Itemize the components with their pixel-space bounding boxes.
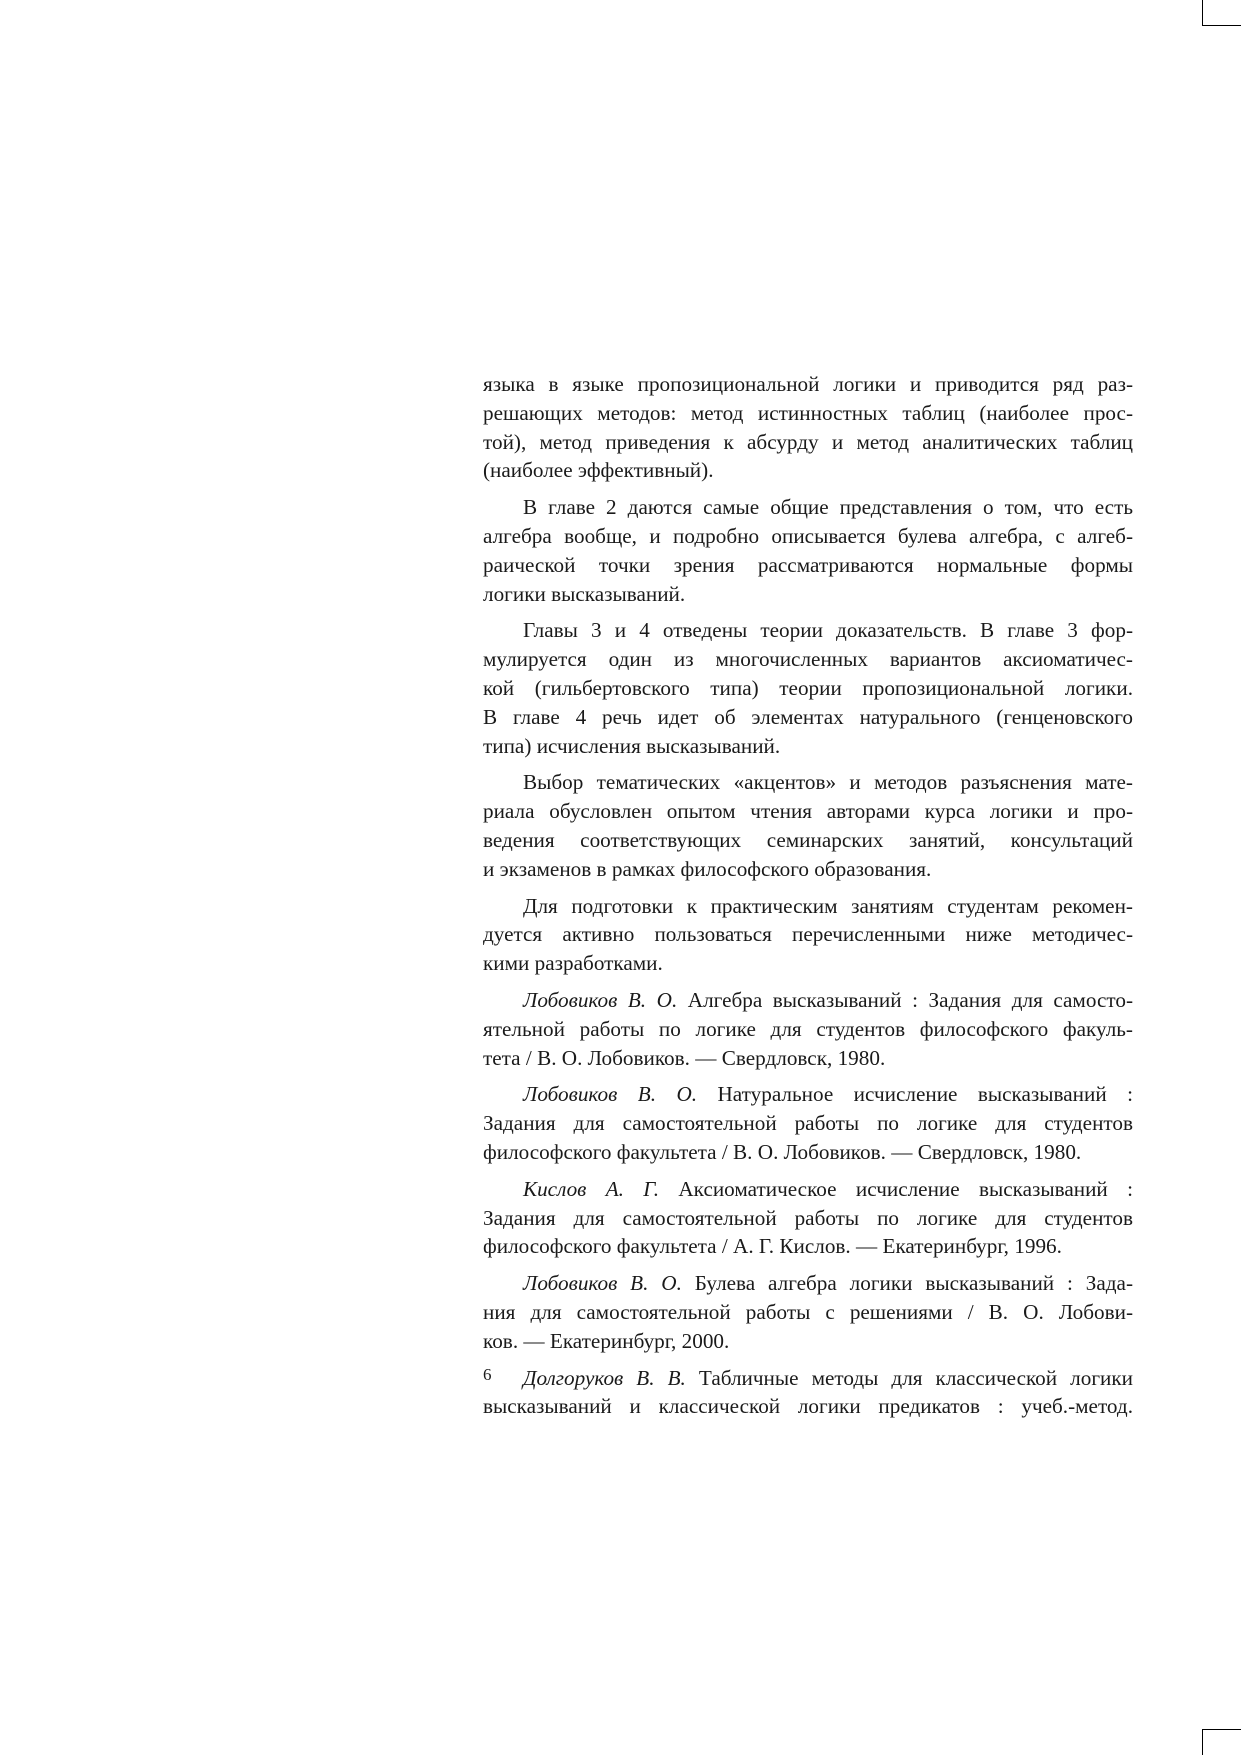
text-line: философского факультета / А. Г. Кислов. — Екатеринбург, 1996. [483,1234,1062,1259]
text-line: раической точки зрения рассматриваются нормальные формы [483,552,1133,577]
text-line: типа) исчисления высказываний. [483,733,781,758]
reference-first-line [483,1364,1133,1393]
text-line: кими разработками. [483,951,663,976]
paragraph-chapter-2 [483,493,1133,608]
reference-4 [483,1269,1133,1355]
reference-1 [483,986,1133,1072]
text-line: высказываний и классической логики предикатов : учеб.-метод. [483,1394,1133,1419]
text-line: ведения соответствующих семинарских занятий, консультаций [483,827,1133,852]
reference-title: Аксиоматическое исчисление высказываний : [678,1176,1133,1201]
crop-mark-bottom-horizontal [1202,1729,1241,1730]
text-line: и экзаменов в рамках философского образования. [483,856,932,881]
reference-author: Лобовиков В. О. [523,987,678,1012]
paragraph-chapters-3-4 [483,616,1133,760]
text-line: кой (гильбертовского типа) теории пропозициональной логики. [483,675,1133,700]
text-line: решающих методов: метод истинностных таблиц (наиболее прос- [483,400,1133,425]
text-line: мулируется один из многочисленных вариантов аксиоматичес- [483,647,1133,672]
text-line: логики высказываний. [483,581,686,606]
paragraph-recommendation [483,892,1133,978]
text-line: В главе 4 речь идет об элементах натурального (генценовского [483,704,1133,729]
crop-mark-top-vertical [1202,0,1203,26]
reference-author: Лобовиков В. О. [523,1271,682,1296]
text-line: ния для самостоятельной работы с решениями / В. О. Лобови- [483,1299,1133,1324]
text-line: той), метод приведения к абсурду и метод аналитических таблиц [483,429,1133,454]
text-line: Для подготовки к практическим занятиям студентам рекомен- [523,893,1133,918]
text-line: языка в языке пропозициональной логики и приводится ряд раз- [483,372,1133,396]
reference-title: Алгебра высказываний : Задания для самосто- [687,987,1133,1012]
text-line: Главы 3 и 4 отведены теории доказательств. В главе 3 фор- [523,618,1133,643]
reference-author: Лобовиков В. О. [523,1082,698,1107]
reference-title: Натуральное исчисление высказываний : [717,1082,1134,1107]
text-line: Выбор тематических «акцентов» и методов разъяснения мате- [523,770,1133,795]
text-line: ков. — Екатеринбург, 2000. [483,1328,730,1353]
reference-2 [483,1080,1133,1166]
reference-first-line [483,1080,1133,1109]
text-line: (наиболее эффективный). [483,458,714,483]
text-line: алгебра вообще, и подробно описывается булева алгебра, с алгеб- [483,523,1133,548]
reference-author: Кислов А. Г. [523,1176,660,1201]
text-line: риала обусловлен опытом чтения авторами курса логики и про- [483,799,1133,824]
reference-5 [483,1364,1133,1422]
page-number: 6 [483,1365,492,1384]
paragraph-intro [483,370,1133,485]
reference-3 [483,1175,1133,1261]
reference-author: Долгоруков В. В. [523,1365,686,1390]
text-line: В главе 2 даются самые общие представления о том, что есть [523,495,1133,520]
paragraph-accents [483,768,1133,883]
reference-title: Булева алгебра логики высказываний : Зада- [694,1271,1134,1296]
reference-first-line [483,1175,1133,1204]
reference-first-line [483,1269,1133,1298]
text-line: философского факультета / В. О. Лобовиков. — Свердловск, 1980. [483,1139,1082,1164]
text-line: Задания для самостоятельной работы по логике для студентов [483,1205,1133,1230]
text-line: тета / В. О. Лобовиков. — Свердловск, 1980. [483,1045,886,1070]
text-line: дуется активно пользоваться перечисленными ниже методичес- [483,922,1133,947]
page-text [483,370,1133,1421]
text-line: Задания для самостоятельной работы по логике для студентов [483,1111,1133,1136]
reference-title: Табличные методы для классической логики [698,1365,1133,1390]
text-line: ятельной работы по логике для студентов философского факуль- [483,1016,1133,1041]
reference-first-line [483,986,1133,1015]
crop-mark-top-horizontal [1202,25,1241,26]
crop-mark-bottom-vertical [1202,1729,1203,1755]
